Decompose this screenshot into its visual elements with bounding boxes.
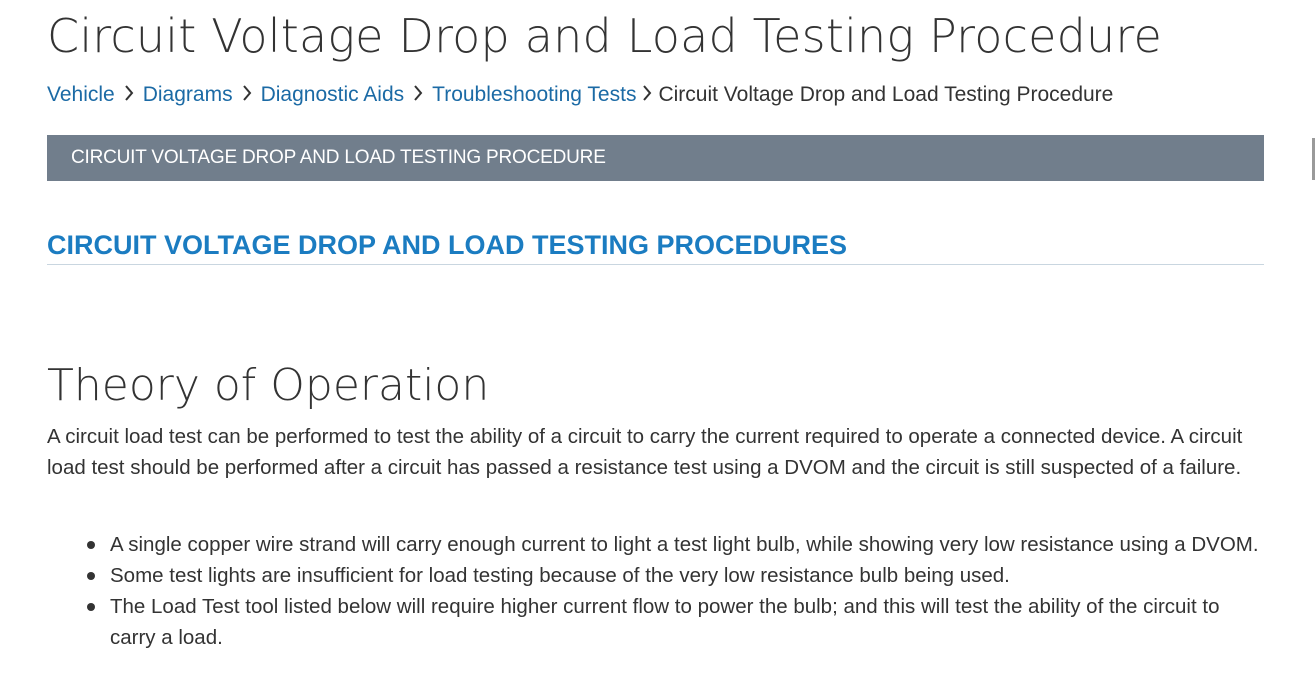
list-item-text: Some test lights are insufficient for load testing because of the very low resistance bulb being used. (110, 564, 1010, 587)
chevron-right-icon (233, 83, 261, 107)
breadcrumb-link-diagrams[interactable]: Diagrams (142, 83, 233, 106)
chevron-right-icon (404, 83, 432, 107)
bullet-icon (87, 541, 95, 549)
breadcrumb (47, 80, 1113, 110)
list-item (47, 529, 1267, 560)
subsection-title: Theory of Operation (47, 360, 490, 411)
list-item-text: A single copper wire strand will carry enough current to light a test light bulb, while showing very low resistance using a DVOM. (110, 533, 1259, 556)
section-header-bar: CIRCUIT VOLTAGE DROP AND LOAD TESTING PROCEDURE (47, 135, 1264, 181)
breadcrumb-link-diagnostic-aids[interactable]: Diagnostic Aids (260, 83, 405, 106)
chevron-right-icon (115, 83, 143, 107)
page-title: Circuit Voltage Drop and Load Testing Procedure (47, 9, 1162, 63)
list-item (47, 560, 1267, 591)
section-heading: CIRCUIT VOLTAGE DROP AND LOAD TESTING PROCEDURES (47, 226, 1264, 265)
bullet-icon (87, 572, 95, 580)
breadcrumb-link-vehicle[interactable]: Vehicle (47, 83, 115, 106)
bullet-icon (87, 603, 95, 611)
intro-paragraph: A circuit load test can be performed to test the ability of a circuit to carry the current required to operate a connected device. A circuit load test should be performed after a circuit has passed a resistance test using a DVOM and the circuit is still suspected of a failure. (47, 425, 1243, 479)
breadcrumb-link-troubleshooting-tests[interactable]: Troubleshooting Tests (432, 83, 637, 106)
list-item (47, 591, 1267, 653)
list-item-text: The Load Test tool listed below will require higher current flow to power the bulb; and this will test the ability of the circuit to carry a load. (110, 595, 1220, 649)
breadcrumb-current: Circuit Voltage Drop and Load Testing Procedure (658, 83, 1114, 106)
chevron-right-icon (636, 83, 658, 107)
bullet-list (47, 529, 1267, 653)
